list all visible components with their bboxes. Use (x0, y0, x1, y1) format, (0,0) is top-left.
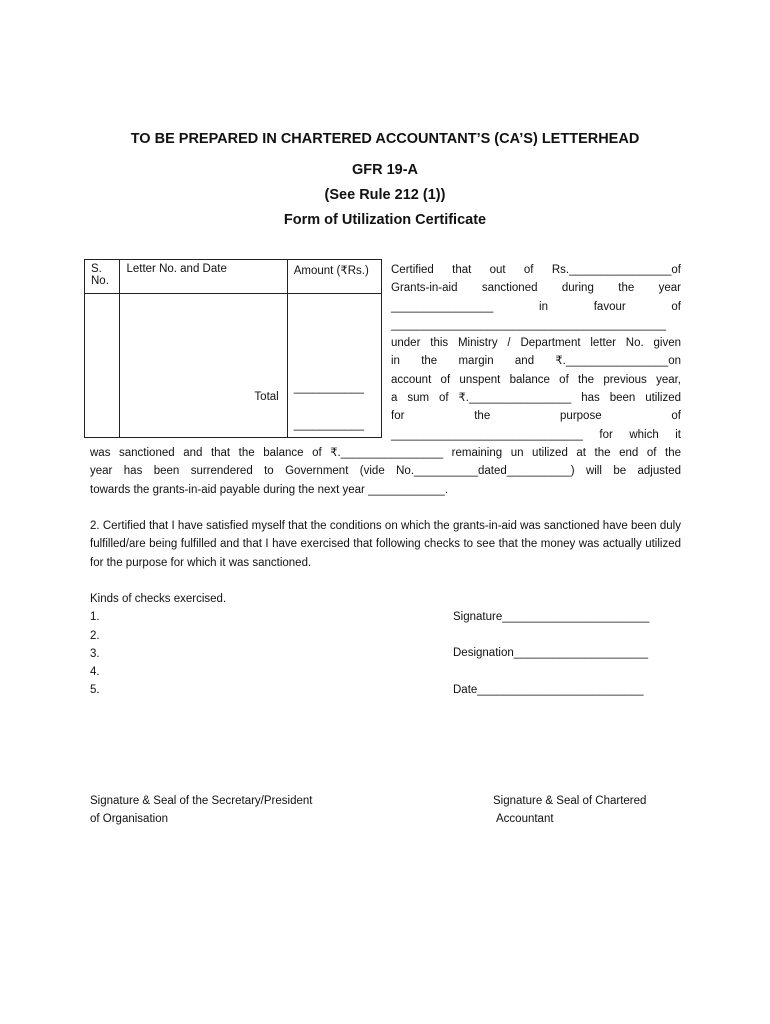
col-letter-header: Letter No. and Date (120, 260, 287, 294)
checks-heading: Kinds of checks exercised. (90, 593, 227, 605)
col-amount-header: Amount (₹Rs.) (287, 260, 381, 294)
para2-text: 2. Certified that I have satisfied myself that the conditions on which the grants-in-aid was sanctioned have been duly fulfilled/are being fulfilled and that I have exercised that following checks to see that the money was actually utilized for the purpose for which it was sanctioned. (90, 520, 681, 569)
date-field: Date__________________________ (453, 684, 644, 696)
grants-table (84, 259, 382, 438)
signature-field: Signature_______________________ (453, 611, 650, 623)
cert-line: for the purpose of (391, 410, 681, 423)
amount-blank-line: ___________ (293, 382, 365, 394)
check-item: 3. (90, 647, 100, 660)
amount-cell (287, 294, 381, 438)
designation-field: Designation_____________________ (453, 647, 649, 659)
certificate-continuation (90, 444, 681, 499)
cert-line: a sum of ₹.________________ has been utilized (391, 392, 681, 405)
letter-cell (120, 294, 287, 438)
cert-line: Certified that out of Rs.________________of (391, 264, 681, 276)
form-title: Form of Utilization Certificate (283, 212, 487, 228)
cont-line: was sanctioned and that the balance of ₹.________________ remaining un utilized at the end of the (90, 447, 681, 459)
cont-line: towards the grants-in-aid payable during the next year ____________. (90, 483, 449, 496)
cert-line: ________________ in favour of (391, 300, 681, 313)
col-sno-header: S. No. (85, 260, 120, 294)
check-item: 2. (90, 629, 100, 642)
cert-line: account of unspent balance of the previous year, (391, 373, 681, 386)
cert-line: Grants-in-aid sanctioned during the year (391, 282, 681, 295)
cont-line: year has been surrendered to Government (vide No.__________dated__________) will be adjusted (90, 465, 681, 478)
check-item: 1. (90, 611, 100, 624)
secretary-sign-label: Signature & Seal of the Secretary/President (90, 795, 313, 807)
letterhead-instruction: TO BE PREPARED IN CHARTERED ACCOUNTANT’S (CA’S) LETTERHEAD (130, 131, 640, 147)
ca-sign-label: Signature & Seal of Chartered (493, 795, 647, 807)
cert-line: ___________________________________________ (391, 318, 667, 331)
paragraph-2 (90, 517, 681, 572)
checks-list (90, 590, 226, 700)
organisation-label: of Organisation (90, 813, 168, 826)
total-blank-line: ___________ (293, 419, 365, 431)
certificate-text (391, 261, 681, 444)
sno-cell (85, 294, 120, 438)
form-number: GFR 19-A (351, 162, 419, 178)
check-item: 5. (90, 684, 100, 697)
rule-reference: (See Rule 212 (1)) (324, 187, 446, 203)
secretary-signature-block (90, 792, 312, 829)
cert-line: ______________________________ for which it (391, 428, 681, 441)
ca-signature-block (493, 792, 646, 829)
total-label: Total (254, 391, 279, 403)
accountant-label: Accountant (496, 813, 554, 826)
check-item: 4. (90, 666, 100, 679)
cert-line: under this Ministry / Department letter No. given (391, 337, 681, 350)
cert-line: in the margin and ₹.________________on (391, 355, 681, 368)
